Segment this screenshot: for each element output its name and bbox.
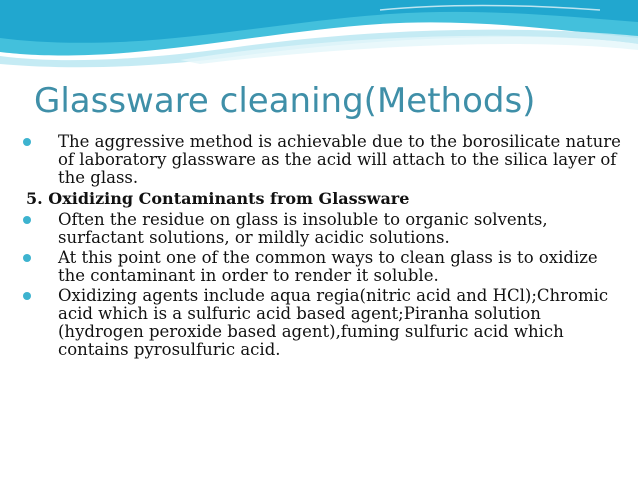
bullet-item bbox=[18, 211, 622, 247]
bullet-dot-icon bbox=[23, 138, 31, 146]
bullet-item bbox=[18, 287, 622, 359]
bullet-text: Oxidizing agents include aqua regia(nitric acid and HCl);Chromic acid which is a sulfuric acid based agent;Piranha solution (hydrogen peroxide based agent),fuming sulfuric acid which contains pyrosulfuric acid. bbox=[58, 286, 609, 359]
bullet-dot-icon bbox=[23, 216, 31, 224]
bullet-item bbox=[18, 133, 622, 187]
header-wave-decoration bbox=[0, 0, 638, 80]
bullet-text: Often the residue on glass is insoluble to organic solvents, surfactant solutions, or mildly acidic solutions. bbox=[58, 210, 548, 247]
bullet-dot-icon bbox=[23, 254, 31, 262]
bullet-text: The aggressive method is achievable due to the borosilicate nature of laboratory glassware as the acid will attach to the silica layer of the glass. bbox=[58, 132, 621, 187]
bullet-dot-icon bbox=[23, 292, 31, 300]
section-heading: 5. Oxidizing Contaminants from Glassware bbox=[26, 189, 410, 208]
bullet-item bbox=[18, 249, 622, 285]
bullet-text: At this point one of the common ways to clean glass is to oxidize the contaminant in order to render it soluble. bbox=[58, 248, 598, 285]
slide-title: Glassware cleaning(Methods) bbox=[34, 81, 536, 121]
slide-body bbox=[18, 133, 622, 361]
